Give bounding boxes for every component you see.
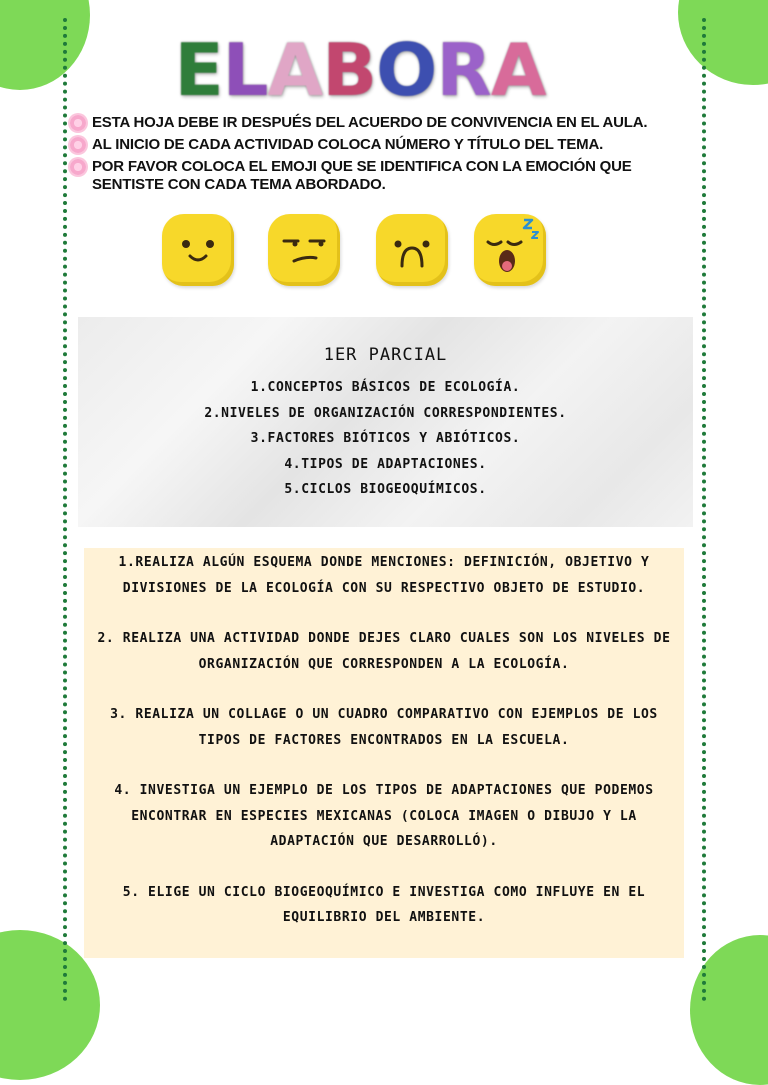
- instruction-item: [70, 136, 690, 154]
- title-letter: E: [174, 28, 223, 112]
- title-letter: A: [267, 28, 323, 112]
- instruction-text: POR FAVOR COLOCA EL EMOJI QUE SE IDENTIFICA CON LA EMOCIÓN QUE SENTISTE CON CADA TEMA ABORDADO.: [92, 158, 632, 193]
- unamused-face-icon[interactable]: [268, 214, 340, 286]
- title-letter: R: [436, 28, 491, 112]
- pink-flower-icon: [70, 137, 86, 153]
- instruction-text: ESTA HOJA DEBE IR DESPUÉS DEL ACUERDO DE CONVIVENCIA EN EL AULA.: [92, 114, 648, 131]
- dotted-border-right: [702, 18, 706, 1002]
- partial-topics-panel: [78, 317, 693, 527]
- pink-flower-icon: [70, 115, 86, 131]
- title-letter: B: [322, 28, 377, 112]
- corner-blob-top-left: [0, 0, 90, 90]
- topic-item: 2.NIVELES DE ORGANIZACIÓN CORRESPONDIENTES.: [204, 405, 567, 421]
- topic-item: 1.CONCEPTOS BÁSICOS DE ECOLOGÍA.: [250, 380, 521, 395]
- title-letter: L: [222, 28, 268, 112]
- activity-item: 1.REALIZA ALGÚN ESQUEMA DONDE MENCIONES: DEFINICIÓN, OBJETIVO Y DIVISIONES DE LA ECOLOGÍA CON SU RESPECTIVO OBJETO DE ESTUDIO.: [118, 555, 650, 596]
- instructions-list: [70, 114, 690, 198]
- sleepy-yawning-face-icon[interactable]: [474, 214, 546, 286]
- title-letter: O: [376, 28, 437, 112]
- corner-blob-top-right: [678, 0, 768, 85]
- activity-item: 5. ELIGE UN CICLO BIOGEOQUÍMICO E INVESTIGA COMO INFLUYE EN EL EQUILIBRIO DEL AMBIENTE.: [122, 884, 646, 925]
- pink-flower-icon: [70, 159, 86, 175]
- activities-panel: [84, 548, 684, 958]
- activity-item: 4. INVESTIGA UN EJEMPLO DE LOS TIPOS DE ADAPTACIONES QUE PODEMOS ENCONTRAR EN ESPECIES MEXICANAS (COLOCA IMAGEN O DIBUJO Y LA ADAPTACIÓN QUE DESARROLLÓ).: [114, 783, 654, 849]
- partial-title: 1ER PARCIAL: [323, 345, 448, 365]
- topic-item: 5.CICLOS BIOGEOQUÍMICOS.: [284, 482, 487, 497]
- activity-item: 2. REALIZA UNA ACTIVIDAD DONDE DEJES CLARO CUALES SON LOS NIVELES DE ORGANIZACIÓN QUE CORRESPONDEN A LA ECOLOGÍA.: [97, 631, 671, 672]
- topic-item: 3.FACTORES BIÓTICOS Y ABIÓTICOS.: [250, 431, 521, 446]
- instruction-item: [70, 114, 690, 132]
- dotted-border-left: [63, 18, 67, 1002]
- emoji-row: [160, 214, 560, 294]
- instruction-text: AL INICIO DE CADA ACTIVIDAD COLOCA NÚMERO Y TÍTULO DEL TEMA.: [92, 136, 604, 153]
- title-letter: A: [490, 28, 546, 112]
- smiling-face-icon[interactable]: [162, 214, 234, 286]
- page-title: [170, 30, 550, 110]
- instruction-item: [70, 158, 690, 194]
- topic-item: 4.TIPOS DE ADAPTACIONES.: [284, 456, 487, 472]
- activity-item: 3. REALIZA UN COLLAGE O UN CUADRO COMPARATIVO CON EJEMPLOS DE LOS TIPOS DE FACTORES ENCONTRADOS EN LA ESCUELA.: [110, 707, 658, 748]
- frowning-face-icon[interactable]: [376, 214, 448, 286]
